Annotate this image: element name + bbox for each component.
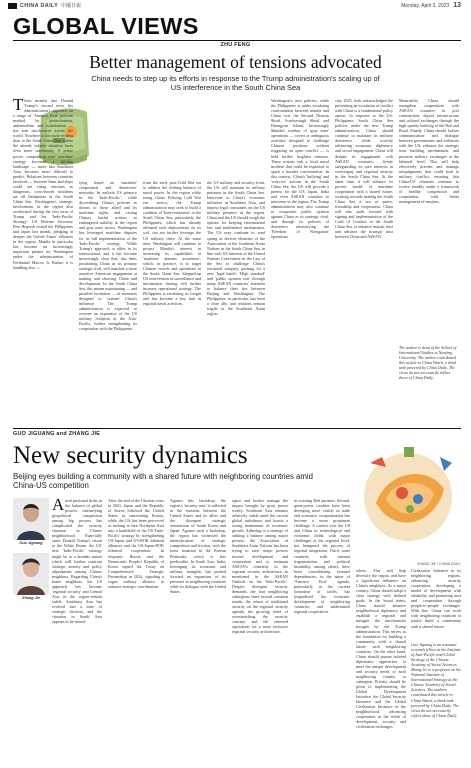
article2-dropcap: A (52, 498, 65, 514)
article2-column-2-text: After the end of the Ukraine crisis in 2021, Japan and the Republic of Korea followed the United States in sanctioning Russia, while the US has been perceived as seeking to turn Northeast Asia into a battlefield of the US 'Indo-Pacific' strategy by strengthening US-Japan and US-ROK bilateral alliances and the US-Japan-ROK trilateral cooperation. In response, Russia and the Democratic People's Republic of Korea signed the Treaty on Comprehensive Strategic Partnership in 2024, signaling a vague military alliance to enhance strategic coordination. (108, 498, 164, 589)
author-label-guo: Guo Jiguang (19, 541, 43, 545)
article1-column-7 (399, 98, 459, 342)
article2-column-6 (356, 568, 406, 762)
article1-column-3-text: from the early post-Cold War era to address the shifting balance of naval power. In the region while rising China. Echoing Cold War era tactics, the Trump administration may seek to build a coalition of 'Interventionists' in the South China Sea, particularly the Philippines, which has already affirmed such deployments on its soil, can not further leverage the US military there. At the same time, Washington will continue to project Manila's interest in increasing its capabilities in 'maritime domain awareness', which, in practice, is to target Chinese vessels and operations in the South China Sea. Stepped-up US intervention in surveillance and information sharing will further increase operational strategy. The Philippines is escalating its freight and has become a key hub in regional naval activities. (143, 180, 201, 307)
logo-icon (8, 3, 17, 9)
article2-deck: Beijing eyes building a community with a shared future with neighboring countries amid China-US competition (13, 472, 313, 491)
article-divider (13, 428, 461, 429)
section-rule (13, 40, 461, 41)
article2-column-4-text: space and further manage the impact brought by great power rivalry. Southeast Asia remains relatively stable amid the current global turbulence and boasts a strong momentum of economic growth. Adhering to a strategy of striking a balance among major powers, the Association of Southeast Asian Nations has been trying to steer major powers toward development and cooperation and to maintain ASEAN's centrality in the regional security architecture, as mentioned in the ASEAN Outlook on the 'Indo-Pacific'. Despite divergent security demands, the four neighboring subregions share several common trends: the return of traditional security on the regional security agenda, the growing trend of overstretching the security concept, and the renewed aspirations for a more inclusive regional security architecture. (232, 498, 288, 635)
author-label-zhang: Zhang Jie (22, 596, 40, 600)
article2-column-1 (52, 498, 102, 762)
article2-illustration-caption: ZHANG JIE / CHINA DAILY (417, 562, 461, 566)
article1-headline: Better management of tensions advocated (89, 52, 382, 72)
article1-deck: China needs to step up its efforts in response to the Trump administration's scaling up of US interference in the South China Sea (91, 74, 380, 92)
author-portrait-guo (13, 498, 49, 540)
article1-column-4 (207, 180, 265, 424)
article1-column-5-text: Washington's new policies, while the Philippines is under escalating confrontation between manila and China over the Second Thomas Shoal, Scarborough Shoal and Huangyan Island. Increasingly Manila's conduct of 'gray zone' operations — covert or ambiguous activities designed to challenge Chinese positions without triggering an open conflict — is held further heighten tensions. These actions risk a local naval incident that could be exploited to spark a broader confrontation. In this context, China's 'bullying' and 'coercive' actions in the South China Sea, the US will provide a pretext for the US, Japan, India and even ASEAN countries to intervene in the region. The Trump administration may also continue to weaponize public opinion against China as its strategic rival, and through its policies of deterrence intensifying the 'Freedom of Navigation' operations. (271, 98, 329, 240)
page-header (0, 0, 471, 11)
author-photo-zhang (13, 553, 49, 595)
author-portrait-zhang (13, 553, 49, 595)
article2-author-bio: Guo Jiguang is an assistant research fellow at the Institute of Asia-Pacific and Global Strategy of the Chinese Academy of Social Sciences. Zhang Jie is a professor at the National Institute of International Strategy at the Chinese Academy of Social Sciences. The authors contributed this article to China Watch, a think tank powered by China Daily. The views do not necessarily reflect those of China Daily. (411, 642, 461, 718)
article2-byline: GUO JIGUANG and ZHANG JIE (13, 431, 101, 437)
article2-headline: New security dynamics (13, 442, 248, 469)
article1-column-2 (79, 180, 137, 424)
article2-column-3-text: Against this backdrop, the region's 'security now' is reflected in the tensions between the United States and its allies and the divergent strategic orientations of South Korea and Japan. Against such a backdrop, the region has witnessed the intensification of strategic competition and friction, with the tense situation in the Korean Peninsula, which is less predictable. In South Asia, India, leveraging its economic and military strengths, has pushed forward an expansion of its presence in neighboring countries while its dialogue with the United States. (170, 498, 226, 594)
article1-column-5 (271, 98, 329, 424)
article2-column-3 (170, 498, 226, 762)
page-number: 13 (453, 2, 461, 9)
article2-illustration-art (356, 433, 461, 561)
section-title: GLOBAL VIEWS (13, 13, 199, 39)
article2-illustration (356, 433, 461, 561)
article2-column-4 (232, 498, 288, 762)
article2-column-7 (411, 568, 461, 640)
article1-column-4-text: the US military and security front, the US will maintain its military presence in the South China Sea. Intervene to China's economic influence in Southeast Asia, and impose legal constraints on the US military presence in the region. China and the US should weigh the options for keeping international law and multilateral mechanisms. The US may continue to send spring as diverse elements of the Association of the Southeast Asian Nations in the South China Sea, in line with US interests of the United Nations Convention on the Law of the Sea to challenge China's territorial integrity, pushing for a new 'legal battle', 'High standard' and 'public opinion war' through many ASEAN countries' attention to balance their ties between Beijing and Washington. The Philippines, in particular, has been a close ally, and relations remain fragile in the Southeast Asian region. (207, 180, 265, 317)
article2-column-2 (108, 498, 164, 762)
publication-name-cn: 中國日報 (61, 3, 82, 9)
publication-logo (8, 2, 81, 9)
article1-dropcap: T (13, 98, 24, 114)
publication-name: CHINA DAILY (20, 2, 59, 9)
article1-author-bio: The author is dean of the School of International Studies at Nanjing University. The author contributed this article to China Watch, a think tank powered by China Daily. The views do not necessarily reflect those of China Daily. (399, 345, 457, 381)
article1-column-6-text: cary 2025, both acknowledged the preventing an escalation of conflict with China is a fundamental policy option. In response to the US-Philippines South China Sea policies under the new Trump administration, China should continue to maintain its military deterrence while actively advancing economic diplomacy and social engagement. China will deepen its engagement with ASEAN countries, firmly safeguarding its core interests in sovereignty and regional security in the South China Sea. At the same time, it will advance its proven model of maritime cooperation with a shared future, working towards making the South China Sea a sea of peace, friendship and cooperation. China will also push forward with signing and implementation of the Code of Conduct in the South China Sea, to enhance mutual trust and advance the strategic trust between China and ASEAN. (335, 98, 393, 240)
issue-date: Monday, April 3, 2023 (401, 2, 450, 9)
article1-column-1-text: hree months into Donald Trump's second term, his administration's approach on a range of 'America First' policies marked by protectionism, unilateralism and isolationism — has sent shockwaves across the world. Nowhere is this more evident than in the South China Sea, where the already volatile situation faces even more uncertainty. A prime power competition over maritime strategy becomes a shifting landscape — more like Southeast Asia, becomes more difficult to predict. Relations between countries involved — between them and ships could see rising tensions as dangerous, cross-border incidents are all flashpoints in the South China Sea. Washington's strategic involvement in the region also accelerated during the first term of Trump and his 'Indo-Pacific Strategy'. US Defense Secretary Pete Hegseth visited the Philippines and Japan last month, pledging to deepen the United States' alliances in the region. Manila in particular has become an increasingly important partner for Washington under the administration of Ferdinand Marcos Jr. Rather, it is handling also — (13, 98, 73, 270)
author-photo-guo (13, 498, 49, 540)
article2-column-7-text: Civilization Initiative in its neighboring regions, enhancing security cooperation, developing a model of development with reliability, and promoting trust and cooperation through people-to-people exchanges. With this, China can work with neighboring countries to jointly build a community with a shared future. (411, 568, 461, 629)
article1-byline: ZHU FENG (220, 42, 251, 48)
article1-column-7-text: Meanwhile, China should strengthen cooperation with ASEAN countries in port construction, digital infrastructure and cultural exchanges through the high-quality building of the Belt and Road. Finally, China should bolster communication and dialogue between governments and militaries with the US, enhance the strategic trust building mechanisms, and promote military exchanges at the bilateral level. This will help effectively prevent and manage misjudgments that could lead to military conflict, ensuring that China-US relations continue to evolve steadily under a framework of healthy competition and cooperation, with better management of tensions. (399, 98, 459, 204)
article1-column-3 (143, 180, 201, 424)
article1-column-2-text: tying based on 'maritime' cooperation and 'deterrence' networks. In outlook US primacy in the 'Indo-Pacific', while discrediting China's policies as threats to those allied and its maritime rights, and casting China's lawful actions as endangered stability in the region and gray zone tactics. Washington has leveraged maritime disputes for its full implementation of the 'Indo-Pacific' strategy. While Trump's approach to allies in its transactional, and it has become increasingly clear that, this time, positioning China as its primary strategic rival, will translate a more assertive American engagement at making and showing China and development. In the South China Sea, this means maintaining — and possible escalation — of measures designed to 'contain' China's influence. The Trump administration is expected to oversee an expansion of the US military footprint in the Asia-Pacific, further strengthening its cooperation with the Philippines. (79, 180, 137, 332)
article2-column-5-text: its existing Belt partners. Second, great-power rivalries have been diverging more visibly as trade and economic weaponization has become a more prominent challenge. A contest over the US and China in technological and economic fields, with major challenges at the regional level, has hampered the process of regional integration. Third, some countries with internal fragmentation and political instability, among others, have been consolidating external dependencies, in the name of 'America First' agenda, particularly in the current formation of tariffs, has jeopardized the economic development of neighboring countries, and undermined regional cooperation. (294, 498, 350, 615)
article2-column-6-text: others. This will help diversify the region, and have a significant influence on China's neighbors. As a major country, China should adopt a clear strategy with defined goals. In the broad terms, China should enhance neighborhood diplomacy and establish a regional and mitigate the uncertainties brought by the Trump administration. This serves as the foundation for building a community with a shared future with neighboring countries. On the other hand, China should pursue tailored diplomatic approaches to meet the unique development and security needs of each neighboring country or subregion. Priority should be given to implementing the Global Development Initiative, the Global Security Initiative and the Global Civilization Initiative in the neighborhood, advancing cooperation in the fields of development, security and civilization exchanges. (356, 568, 406, 730)
article2-column-5 (294, 498, 350, 762)
article2-column-1-text: mid profound shifts in the balance of global powers, intensifying geopolitical competition among big powers has complicated the security situation in China's neighborhood. Especially since Donald Trump's return to the White House, the US' new 'Indo-Pacific' strategy might be to a broader nation which will further confront strategic anxiety and policy adjustments among China's neighbors. Regarding China's home neighbors, the US approach has become 'regional security' and Central Asia in the region-remain stable, Southeast Asia has evolved into a state of strategic division, and the situation in South Asia appears to be mixed. (52, 498, 102, 625)
article1-column-6 (335, 98, 393, 424)
article1-column-1 (13, 98, 73, 424)
